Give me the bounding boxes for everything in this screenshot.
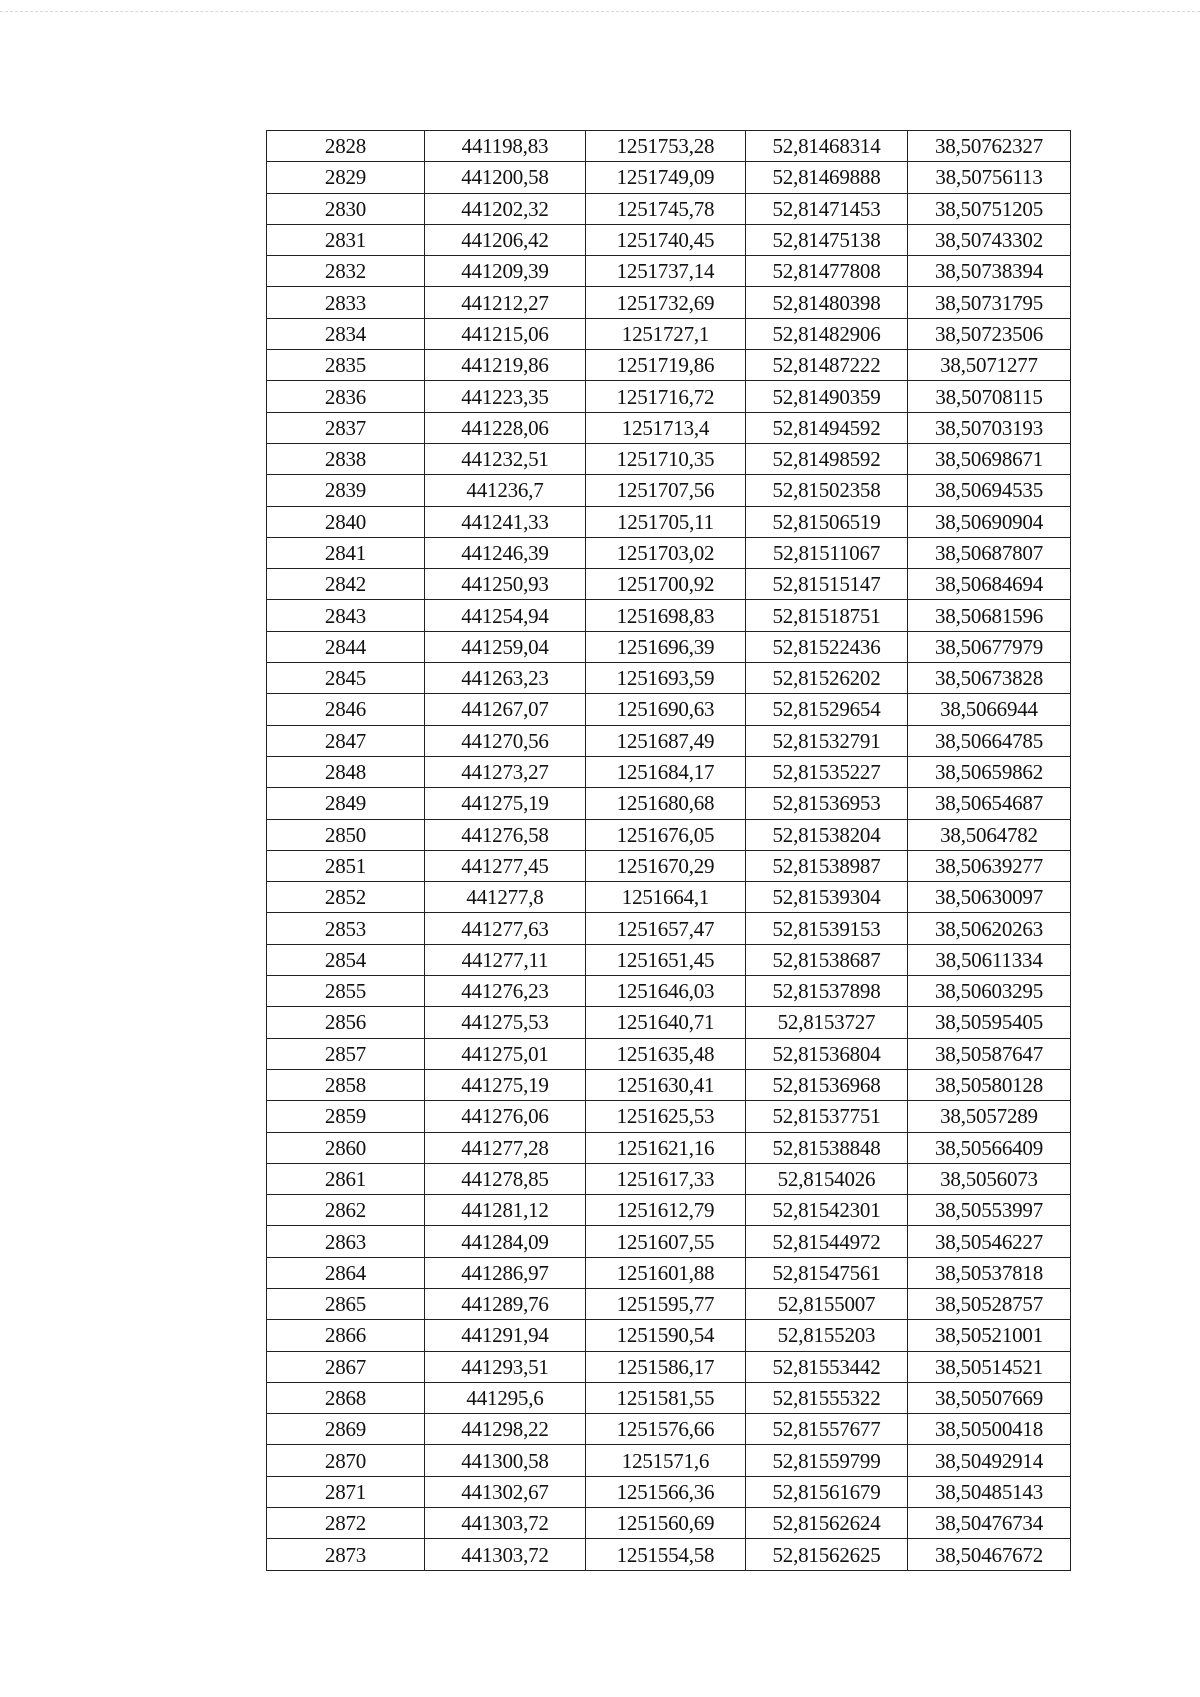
table-row	[267, 663, 1071, 694]
point-number-cell: 2834	[267, 318, 425, 349]
table-row	[267, 381, 1071, 412]
latitude-cell: 52,81511067	[746, 537, 908, 568]
latitude-cell: 52,81538204	[746, 819, 908, 850]
point-number-cell: 2832	[267, 256, 425, 287]
point-number-cell: 2830	[267, 193, 425, 224]
longitude-cell: 38,50467672	[908, 1539, 1071, 1570]
y-coordinate-cell: 1251601,88	[586, 1257, 746, 1288]
longitude-cell: 38,5064782	[908, 819, 1071, 850]
point-number-cell: 2848	[267, 756, 425, 787]
point-number-cell: 2831	[267, 224, 425, 255]
point-number-cell: 2856	[267, 1007, 425, 1038]
longitude-cell: 38,50762327	[908, 131, 1071, 162]
longitude-cell: 38,50694535	[908, 475, 1071, 506]
longitude-cell: 38,50553997	[908, 1195, 1071, 1226]
x-coordinate-cell: 441277,11	[425, 944, 586, 975]
x-coordinate-cell: 441223,35	[425, 381, 586, 412]
y-coordinate-cell: 1251595,77	[586, 1288, 746, 1319]
y-coordinate-cell: 1251625,53	[586, 1101, 746, 1132]
y-coordinate-cell: 1251737,14	[586, 256, 746, 287]
longitude-cell: 38,50611334	[908, 944, 1071, 975]
table-row	[267, 506, 1071, 537]
scan-top-edge	[0, 0, 1200, 12]
longitude-cell: 38,50580128	[908, 1069, 1071, 1100]
table-row	[267, 976, 1071, 1007]
table-row	[267, 1351, 1071, 1382]
x-coordinate-cell: 441206,42	[425, 224, 586, 255]
table-row	[267, 475, 1071, 506]
point-number-cell: 2846	[267, 694, 425, 725]
point-number-cell: 2838	[267, 443, 425, 474]
longitude-cell: 38,50684694	[908, 569, 1071, 600]
x-coordinate-cell: 441289,76	[425, 1288, 586, 1319]
x-coordinate-cell: 441275,19	[425, 788, 586, 819]
latitude-cell: 52,81515147	[746, 569, 908, 600]
y-coordinate-cell: 1251621,16	[586, 1132, 746, 1163]
longitude-cell: 38,50485143	[908, 1476, 1071, 1507]
latitude-cell: 52,81532791	[746, 725, 908, 756]
latitude-cell: 52,8155007	[746, 1288, 908, 1319]
longitude-cell: 38,50603295	[908, 976, 1071, 1007]
table-row	[267, 1069, 1071, 1100]
latitude-cell: 52,81562624	[746, 1508, 908, 1539]
y-coordinate-cell: 1251680,68	[586, 788, 746, 819]
latitude-cell: 52,81522436	[746, 631, 908, 662]
x-coordinate-cell: 441293,51	[425, 1351, 586, 1382]
x-coordinate-cell: 441228,06	[425, 412, 586, 443]
x-coordinate-cell: 441302,67	[425, 1476, 586, 1507]
x-coordinate-cell: 441276,58	[425, 819, 586, 850]
point-number-cell: 2853	[267, 913, 425, 944]
x-coordinate-cell: 441291,94	[425, 1320, 586, 1351]
x-coordinate-cell: 441202,32	[425, 193, 586, 224]
y-coordinate-cell: 1251657,47	[586, 913, 746, 944]
y-coordinate-cell: 1251670,29	[586, 850, 746, 881]
point-number-cell: 2859	[267, 1101, 425, 1132]
longitude-cell: 38,50664785	[908, 725, 1071, 756]
latitude-cell: 52,81477808	[746, 256, 908, 287]
longitude-cell: 38,50630097	[908, 882, 1071, 913]
latitude-cell: 52,81468314	[746, 131, 908, 162]
longitude-cell: 38,50756113	[908, 162, 1071, 193]
x-coordinate-cell: 441212,27	[425, 287, 586, 318]
longitude-cell: 38,50673828	[908, 663, 1071, 694]
point-number-cell: 2835	[267, 350, 425, 381]
x-coordinate-cell: 441303,72	[425, 1539, 586, 1570]
coordinates-table	[266, 130, 1071, 1571]
x-coordinate-cell: 441259,04	[425, 631, 586, 662]
y-coordinate-cell: 1251727,1	[586, 318, 746, 349]
table-row	[267, 944, 1071, 975]
point-number-cell: 2870	[267, 1445, 425, 1476]
y-coordinate-cell: 1251745,78	[586, 193, 746, 224]
x-coordinate-cell: 441276,06	[425, 1101, 586, 1132]
y-coordinate-cell: 1251586,17	[586, 1351, 746, 1382]
point-number-cell: 2849	[267, 788, 425, 819]
table-row	[267, 1288, 1071, 1319]
longitude-cell: 38,5066944	[908, 694, 1071, 725]
y-coordinate-cell: 1251676,05	[586, 819, 746, 850]
x-coordinate-cell: 441275,53	[425, 1007, 586, 1038]
y-coordinate-cell: 1251703,02	[586, 537, 746, 568]
table-row	[267, 569, 1071, 600]
y-coordinate-cell: 1251700,92	[586, 569, 746, 600]
table-row	[267, 443, 1071, 474]
latitude-cell: 52,81557677	[746, 1414, 908, 1445]
y-coordinate-cell: 1251576,66	[586, 1414, 746, 1445]
x-coordinate-cell: 441275,19	[425, 1069, 586, 1100]
table-row	[267, 1414, 1071, 1445]
point-number-cell: 2872	[267, 1508, 425, 1539]
x-coordinate-cell: 441286,97	[425, 1257, 586, 1288]
point-number-cell: 2869	[267, 1414, 425, 1445]
y-coordinate-cell: 1251698,83	[586, 600, 746, 631]
latitude-cell: 52,81537751	[746, 1101, 908, 1132]
point-number-cell: 2836	[267, 381, 425, 412]
point-number-cell: 2852	[267, 882, 425, 913]
table-row	[267, 882, 1071, 913]
latitude-cell: 52,81506519	[746, 506, 908, 537]
y-coordinate-cell: 1251705,11	[586, 506, 746, 537]
coordinates-table-body	[267, 131, 1071, 1571]
table-row	[267, 850, 1071, 881]
point-number-cell: 2858	[267, 1069, 425, 1100]
table-row	[267, 131, 1071, 162]
point-number-cell: 2860	[267, 1132, 425, 1163]
table-row	[267, 1226, 1071, 1257]
longitude-cell: 38,50681596	[908, 600, 1071, 631]
point-number-cell: 2837	[267, 412, 425, 443]
point-number-cell: 2850	[267, 819, 425, 850]
point-number-cell: 2842	[267, 569, 425, 600]
table-row	[267, 1132, 1071, 1163]
x-coordinate-cell: 441275,01	[425, 1038, 586, 1069]
x-coordinate-cell: 441303,72	[425, 1508, 586, 1539]
latitude-cell: 52,81469888	[746, 162, 908, 193]
point-number-cell: 2855	[267, 976, 425, 1007]
longitude-cell: 38,50537818	[908, 1257, 1071, 1288]
longitude-cell: 38,50639277	[908, 850, 1071, 881]
longitude-cell: 38,50751205	[908, 193, 1071, 224]
y-coordinate-cell: 1251635,48	[586, 1038, 746, 1069]
y-coordinate-cell: 1251719,86	[586, 350, 746, 381]
longitude-cell: 38,50492914	[908, 1445, 1071, 1476]
point-number-cell: 2841	[267, 537, 425, 568]
table-row	[267, 1101, 1071, 1132]
point-number-cell: 2857	[267, 1038, 425, 1069]
longitude-cell: 38,50743302	[908, 224, 1071, 255]
y-coordinate-cell: 1251646,03	[586, 976, 746, 1007]
point-number-cell: 2863	[267, 1226, 425, 1257]
x-coordinate-cell: 441200,58	[425, 162, 586, 193]
point-number-cell: 2851	[267, 850, 425, 881]
x-coordinate-cell: 441232,51	[425, 443, 586, 474]
table-row	[267, 350, 1071, 381]
x-coordinate-cell: 441219,86	[425, 350, 586, 381]
x-coordinate-cell: 441198,83	[425, 131, 586, 162]
table-row	[267, 756, 1071, 787]
table-row	[267, 1195, 1071, 1226]
latitude-cell: 52,81536968	[746, 1069, 908, 1100]
latitude-cell: 52,81498592	[746, 443, 908, 474]
point-number-cell: 2844	[267, 631, 425, 662]
point-number-cell: 2839	[267, 475, 425, 506]
longitude-cell: 38,5057289	[908, 1101, 1071, 1132]
table-row	[267, 694, 1071, 725]
longitude-cell: 38,50690904	[908, 506, 1071, 537]
point-number-cell: 2843	[267, 600, 425, 631]
latitude-cell: 52,81490359	[746, 381, 908, 412]
point-number-cell: 2829	[267, 162, 425, 193]
x-coordinate-cell: 441295,6	[425, 1382, 586, 1413]
x-coordinate-cell: 441278,85	[425, 1163, 586, 1194]
y-coordinate-cell: 1251716,72	[586, 381, 746, 412]
table-row	[267, 1382, 1071, 1413]
latitude-cell: 52,81518751	[746, 600, 908, 631]
latitude-cell: 52,81538987	[746, 850, 908, 881]
longitude-cell: 38,50708115	[908, 381, 1071, 412]
y-coordinate-cell: 1251732,69	[586, 287, 746, 318]
longitude-cell: 38,50738394	[908, 256, 1071, 287]
latitude-cell: 52,81561679	[746, 1476, 908, 1507]
y-coordinate-cell: 1251566,36	[586, 1476, 746, 1507]
longitude-cell: 38,50659862	[908, 756, 1071, 787]
latitude-cell: 52,81487222	[746, 350, 908, 381]
longitude-cell: 38,50687807	[908, 537, 1071, 568]
table-row	[267, 913, 1071, 944]
y-coordinate-cell: 1251607,55	[586, 1226, 746, 1257]
y-coordinate-cell: 1251590,54	[586, 1320, 746, 1351]
table-row	[267, 1539, 1071, 1570]
latitude-cell: 52,81537898	[746, 976, 908, 1007]
x-coordinate-cell: 441277,45	[425, 850, 586, 881]
point-number-cell: 2833	[267, 287, 425, 318]
x-coordinate-cell: 441209,39	[425, 256, 586, 287]
latitude-cell: 52,81475138	[746, 224, 908, 255]
longitude-cell: 38,5056073	[908, 1163, 1071, 1194]
x-coordinate-cell: 441254,94	[425, 600, 586, 631]
y-coordinate-cell: 1251651,45	[586, 944, 746, 975]
x-coordinate-cell: 441277,8	[425, 882, 586, 913]
table-row	[267, 1320, 1071, 1351]
x-coordinate-cell: 441215,06	[425, 318, 586, 349]
point-number-cell: 2854	[267, 944, 425, 975]
table-row	[267, 1445, 1071, 1476]
latitude-cell: 52,81471453	[746, 193, 908, 224]
table-row	[267, 256, 1071, 287]
x-coordinate-cell: 441273,27	[425, 756, 586, 787]
longitude-cell: 38,50546227	[908, 1226, 1071, 1257]
latitude-cell: 52,81536953	[746, 788, 908, 819]
y-coordinate-cell: 1251612,79	[586, 1195, 746, 1226]
point-number-cell: 2871	[267, 1476, 425, 1507]
y-coordinate-cell: 1251684,17	[586, 756, 746, 787]
longitude-cell: 38,50587647	[908, 1038, 1071, 1069]
y-coordinate-cell: 1251581,55	[586, 1382, 746, 1413]
latitude-cell: 52,8153727	[746, 1007, 908, 1038]
y-coordinate-cell: 1251696,39	[586, 631, 746, 662]
longitude-cell: 38,50566409	[908, 1132, 1071, 1163]
y-coordinate-cell: 1251560,69	[586, 1508, 746, 1539]
latitude-cell: 52,81553442	[746, 1351, 908, 1382]
table-row	[267, 788, 1071, 819]
longitude-cell: 38,50528757	[908, 1288, 1071, 1319]
longitude-cell: 38,50500418	[908, 1414, 1071, 1445]
table-row	[267, 1257, 1071, 1288]
x-coordinate-cell: 441298,22	[425, 1414, 586, 1445]
y-coordinate-cell: 1251713,4	[586, 412, 746, 443]
point-number-cell: 2862	[267, 1195, 425, 1226]
latitude-cell: 52,81502358	[746, 475, 908, 506]
x-coordinate-cell: 441241,33	[425, 506, 586, 537]
longitude-cell: 38,50476734	[908, 1508, 1071, 1539]
point-number-cell: 2845	[267, 663, 425, 694]
point-number-cell: 2868	[267, 1382, 425, 1413]
y-coordinate-cell: 1251687,49	[586, 725, 746, 756]
y-coordinate-cell: 1251640,71	[586, 1007, 746, 1038]
table-row	[267, 224, 1071, 255]
latitude-cell: 52,81538687	[746, 944, 908, 975]
latitude-cell: 52,81547561	[746, 1257, 908, 1288]
table-row	[267, 600, 1071, 631]
latitude-cell: 52,81538848	[746, 1132, 908, 1163]
point-number-cell: 2847	[267, 725, 425, 756]
latitude-cell: 52,81535227	[746, 756, 908, 787]
table-row	[267, 1508, 1071, 1539]
y-coordinate-cell: 1251710,35	[586, 443, 746, 474]
y-coordinate-cell: 1251753,28	[586, 131, 746, 162]
table-row	[267, 162, 1071, 193]
point-number-cell: 2828	[267, 131, 425, 162]
y-coordinate-cell: 1251693,59	[586, 663, 746, 694]
x-coordinate-cell: 441281,12	[425, 1195, 586, 1226]
point-number-cell: 2864	[267, 1257, 425, 1288]
latitude-cell: 52,81480398	[746, 287, 908, 318]
point-number-cell: 2861	[267, 1163, 425, 1194]
y-coordinate-cell: 1251554,58	[586, 1539, 746, 1570]
latitude-cell: 52,81482906	[746, 318, 908, 349]
latitude-cell: 52,81494592	[746, 412, 908, 443]
y-coordinate-cell: 1251630,41	[586, 1069, 746, 1100]
latitude-cell: 52,81539153	[746, 913, 908, 944]
point-number-cell: 2865	[267, 1288, 425, 1319]
table-row	[267, 1038, 1071, 1069]
longitude-cell: 38,50731795	[908, 287, 1071, 318]
x-coordinate-cell: 441250,93	[425, 569, 586, 600]
y-coordinate-cell: 1251664,1	[586, 882, 746, 913]
x-coordinate-cell: 441300,58	[425, 1445, 586, 1476]
point-number-cell: 2873	[267, 1539, 425, 1570]
longitude-cell: 38,50595405	[908, 1007, 1071, 1038]
table-row	[267, 193, 1071, 224]
latitude-cell: 52,81539304	[746, 882, 908, 913]
table-row	[267, 819, 1071, 850]
longitude-cell: 38,50677979	[908, 631, 1071, 662]
x-coordinate-cell: 441246,39	[425, 537, 586, 568]
x-coordinate-cell: 441236,7	[425, 475, 586, 506]
point-number-cell: 2867	[267, 1351, 425, 1382]
y-coordinate-cell: 1251749,09	[586, 162, 746, 193]
longitude-cell: 38,50654687	[908, 788, 1071, 819]
y-coordinate-cell: 1251690,63	[586, 694, 746, 725]
longitude-cell: 38,50507669	[908, 1382, 1071, 1413]
table-row	[267, 412, 1071, 443]
latitude-cell: 52,81555322	[746, 1382, 908, 1413]
x-coordinate-cell: 441276,23	[425, 976, 586, 1007]
table-row	[267, 1476, 1071, 1507]
latitude-cell: 52,81529654	[746, 694, 908, 725]
y-coordinate-cell: 1251571,6	[586, 1445, 746, 1476]
x-coordinate-cell: 441277,63	[425, 913, 586, 944]
latitude-cell: 52,81559799	[746, 1445, 908, 1476]
latitude-cell: 52,81542301	[746, 1195, 908, 1226]
table-row	[267, 725, 1071, 756]
longitude-cell: 38,50521001	[908, 1320, 1071, 1351]
x-coordinate-cell: 441263,23	[425, 663, 586, 694]
longitude-cell: 38,5071277	[908, 350, 1071, 381]
y-coordinate-cell: 1251740,45	[586, 224, 746, 255]
point-number-cell: 2866	[267, 1320, 425, 1351]
table-row	[267, 1007, 1071, 1038]
latitude-cell: 52,81544972	[746, 1226, 908, 1257]
longitude-cell: 38,50703193	[908, 412, 1071, 443]
y-coordinate-cell: 1251707,56	[586, 475, 746, 506]
latitude-cell: 52,81536804	[746, 1038, 908, 1069]
point-number-cell: 2840	[267, 506, 425, 537]
y-coordinate-cell: 1251617,33	[586, 1163, 746, 1194]
latitude-cell: 52,81562625	[746, 1539, 908, 1570]
x-coordinate-cell: 441284,09	[425, 1226, 586, 1257]
table-row	[267, 1163, 1071, 1194]
longitude-cell: 38,50698671	[908, 443, 1071, 474]
table-row	[267, 537, 1071, 568]
table-row	[267, 318, 1071, 349]
longitude-cell: 38,50514521	[908, 1351, 1071, 1382]
x-coordinate-cell: 441277,28	[425, 1132, 586, 1163]
latitude-cell: 52,8155203	[746, 1320, 908, 1351]
longitude-cell: 38,50723506	[908, 318, 1071, 349]
longitude-cell: 38,50620263	[908, 913, 1071, 944]
x-coordinate-cell: 441270,56	[425, 725, 586, 756]
table-row	[267, 287, 1071, 318]
table-row	[267, 631, 1071, 662]
latitude-cell: 52,81526202	[746, 663, 908, 694]
latitude-cell: 52,8154026	[746, 1163, 908, 1194]
x-coordinate-cell: 441267,07	[425, 694, 586, 725]
